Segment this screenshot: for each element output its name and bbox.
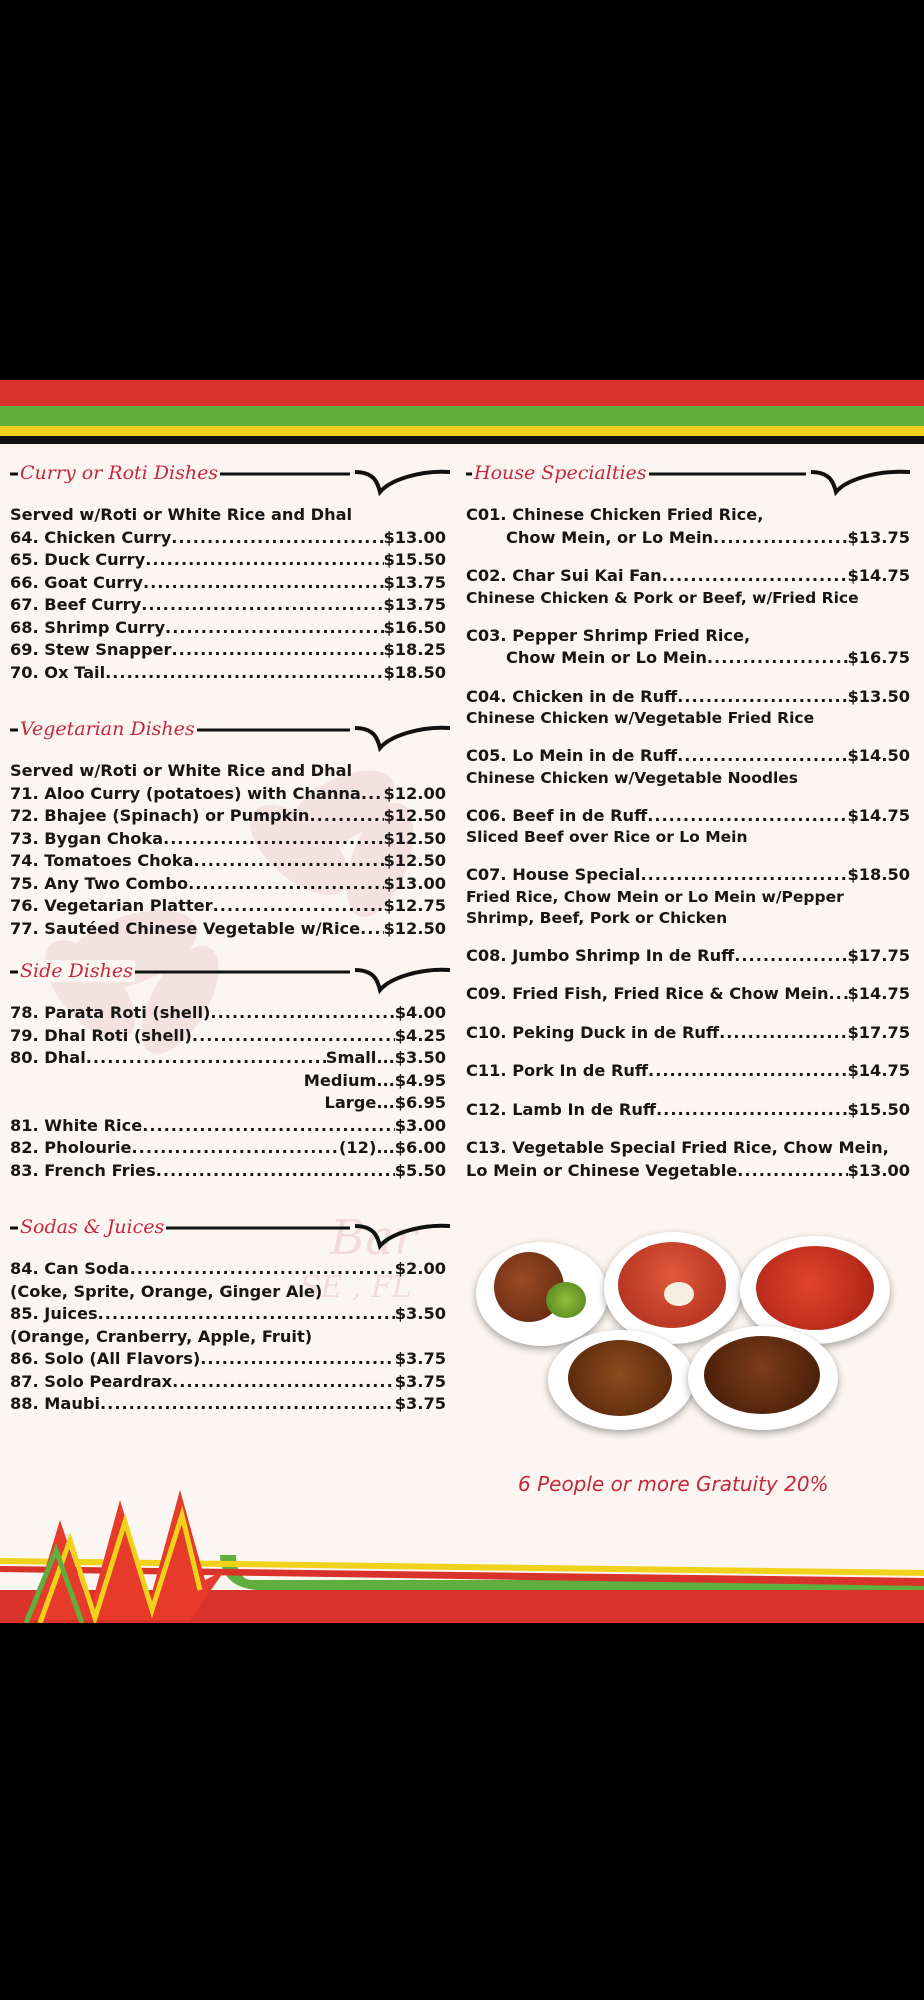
menu-item: C12. Lamb In de Ruff ..... $15.50	[466, 1099, 910, 1122]
item-price: $16.50	[383, 617, 446, 637]
item-price: $13.00	[383, 873, 446, 893]
menu-item	[10, 1348, 446, 1371]
house-item-c05	[466, 745, 910, 789]
menu-item	[10, 639, 446, 662]
dot-leader	[210, 1002, 394, 1025]
food-photo-collage	[472, 1230, 912, 1430]
dhal-large: Large...$6.95	[324, 1093, 446, 1112]
dot-leader	[165, 617, 383, 640]
section-title: Vegetarian Dishes	[20, 718, 195, 740]
item-price: $12.50	[383, 828, 446, 848]
item-description: Fried Rice, Chow Mein or Lo Mein w/Pepper	[466, 887, 844, 906]
menu-item: C07. House Special ..... $18.50	[466, 864, 910, 887]
item-name: 82. Pholourie	[10, 1138, 132, 1157]
left-column	[10, 462, 446, 1416]
item-note: (Coke, Sprite, Orange, Ginger Ale)	[10, 1281, 323, 1301]
house-item-c02	[466, 565, 910, 609]
dot-leader	[156, 1160, 395, 1183]
curry-list	[10, 527, 446, 685]
menu-item: 85. Juices ..... $3.50	[10, 1303, 446, 1326]
item-note: (Orange, Cranberry, Apple, Fruit)	[10, 1326, 313, 1346]
gratuity-note: 6 People or more Gratuity 20%	[518, 1472, 829, 1496]
item-name: 68. Shrimp Curry	[10, 617, 166, 637]
menu-item	[10, 662, 446, 685]
sides-list	[10, 1002, 446, 1070]
item-name: 72. Bhajee (Spinach) or Pumpkin	[10, 806, 310, 825]
item-price: $3.75	[394, 1394, 446, 1413]
dot-leader	[132, 1137, 339, 1160]
item-price: $12.00	[383, 783, 446, 803]
menu-item	[10, 1025, 446, 1048]
menu-item: Lo Mein or Chinese Vegetable ..... $13.00	[466, 1160, 910, 1183]
house-header	[466, 462, 910, 500]
menu-item: C09. Fried Fish, Fried Rice & Chow Mein ..... $14.75	[466, 983, 910, 1006]
item-name: 77. Sautéed Chinese Vegetable w/Rice	[10, 918, 361, 938]
menu-item	[10, 828, 446, 851]
menu-item	[10, 918, 446, 941]
item-price: $3.75	[394, 1371, 446, 1391]
item-price: $18.50	[383, 662, 446, 682]
house-item-c06	[466, 805, 910, 849]
dot-leader	[86, 1047, 326, 1070]
dot-leader	[163, 828, 383, 851]
item-name: 70. Ox Tail	[10, 662, 106, 682]
dot-leader	[200, 1348, 395, 1371]
dot-leader	[360, 918, 383, 941]
menu-item	[10, 549, 446, 572]
dot-leader	[145, 549, 383, 572]
menu-item	[10, 850, 446, 873]
house-item-c12	[466, 1099, 910, 1122]
item-name: 78. Parata Roti (shell)	[10, 1003, 211, 1022]
menu-item: C04. Chicken in de Ruff ..... $13.50	[466, 686, 910, 709]
house-item-c04	[466, 686, 910, 730]
item-price: $4.25	[394, 1025, 446, 1045]
item-name: C13. Vegetable Special Fried Rice, Chow Mein,	[466, 1138, 889, 1157]
menu-item	[10, 805, 446, 828]
menu-item	[10, 895, 446, 918]
item-name: 81. White Rice	[10, 1115, 143, 1135]
dot-leader	[192, 1025, 395, 1048]
vegetarian-header	[10, 718, 446, 756]
top-green-band	[0, 406, 924, 426]
section-title: House Specialties	[474, 462, 647, 484]
item-price: $13.75	[383, 595, 446, 614]
food-plate-image	[604, 1232, 742, 1344]
item-price: (12)...$6.00	[339, 1138, 446, 1157]
sodas-list	[10, 1348, 446, 1416]
item-name: 80. Dhal	[10, 1048, 86, 1067]
item-price: $15.50	[383, 550, 446, 569]
menu-item	[10, 1115, 446, 1138]
dot-leader	[143, 572, 384, 595]
menu-item: C06. Beef in de Ruff ..... $14.75	[466, 805, 910, 828]
menu-item	[10, 873, 446, 896]
item-name: 69. Stew Snapper	[10, 640, 172, 659]
sides-list-2	[10, 1115, 446, 1183]
item-price: $18.25	[383, 640, 446, 659]
item-description: Sliced Beef over Rice or Lo Mein	[466, 828, 748, 846]
item-price: $4.00	[394, 1003, 446, 1022]
dot-leader	[188, 873, 383, 896]
menu-item: 84. Can Soda ..... $2.00	[10, 1258, 446, 1281]
house-item-c01	[466, 504, 910, 549]
menu-item	[10, 594, 446, 617]
item-name: C03. Pepper Shrimp Fried Rice,	[466, 625, 751, 645]
menu-item	[10, 572, 446, 595]
menu-item	[10, 1047, 446, 1070]
menu-page	[0, 380, 924, 1623]
menu-item	[10, 1160, 446, 1183]
dot-leader	[193, 850, 383, 873]
menu-item	[10, 617, 446, 640]
vegetarian-subtitle: Served w/Roti or White Rice and Dhal	[10, 761, 353, 780]
menu-item: C08. Jumbo Shrimp In de Ruff ..... $17.75	[466, 945, 910, 968]
menu-item	[10, 527, 446, 550]
dhal-medium: Medium...$4.95	[303, 1070, 446, 1090]
sides-header	[10, 960, 446, 998]
menu-item	[10, 1137, 446, 1160]
house-item-c08	[466, 945, 910, 968]
item-name: 74. Tomatoes Choka	[10, 851, 194, 870]
menu-item: Chow Mein or Lo Mein ..... $16.75	[466, 647, 910, 670]
item-description: Chinese Chicken w/Vegetable Noodles	[466, 768, 799, 787]
item-price: $13.00	[383, 527, 446, 547]
item-name: 64. Chicken Curry	[10, 527, 172, 547]
item-price: $13.75	[383, 572, 446, 592]
menu-item: C11. Pork In de Ruff ..... $14.75	[466, 1060, 910, 1083]
curry-subtitle: Served w/Roti or White Rice and Dhal	[10, 505, 353, 524]
item-name: 75. Any Two Combo	[10, 873, 189, 893]
dot-leader	[100, 1393, 395, 1416]
section-title: Side Dishes	[20, 960, 133, 982]
sodas-header	[10, 1216, 446, 1254]
section-title: Sodas & Juices	[20, 1216, 165, 1238]
item-name: 67. Beef Curry	[10, 595, 142, 614]
food-plate-image	[688, 1326, 838, 1430]
menu-item	[10, 783, 446, 806]
item-price: $12.50	[383, 918, 446, 938]
item-name: 66. Goat Curry	[10, 572, 143, 592]
house-item-c07	[466, 864, 910, 929]
dot-leader	[172, 1371, 395, 1394]
food-plate-image	[548, 1330, 694, 1430]
top-yellow-band	[0, 426, 924, 436]
house-item-c10	[466, 1022, 910, 1045]
item-name: 73. Bygan Choka	[10, 828, 164, 848]
menu-item	[10, 1371, 446, 1394]
menu-item	[10, 1002, 446, 1025]
item-name: 76. Vegetarian Platter	[10, 896, 213, 915]
menu-item: Chow Mein, or Lo Mein ..... $13.75	[466, 527, 910, 550]
item-price: $12.75	[383, 896, 446, 915]
watermark-bar-text: Bar	[330, 1210, 417, 1266]
dot-leader	[309, 805, 383, 828]
item-name: 71. Aloo Curry (potatoes) with Channa	[10, 783, 361, 803]
item-price: $12.50	[383, 851, 446, 870]
dot-leader	[213, 895, 384, 918]
item-price: $5.50	[394, 1160, 446, 1180]
item-price: $3.00	[394, 1115, 446, 1135]
item-description: Shrimp, Beef, Pork or Chicken	[466, 908, 728, 927]
dot-leader	[141, 594, 383, 617]
item-price: $3.75	[394, 1349, 446, 1368]
item-name: 87. Solo Peardrax	[10, 1371, 173, 1391]
item-price: Small...$3.50	[325, 1048, 446, 1067]
item-name: C01. Chinese Chicken Fried Rice,	[466, 505, 764, 524]
section-title: Curry or Roti Dishes	[20, 462, 219, 484]
item-name: 65. Duck Curry	[10, 550, 146, 569]
item-name: 79. Dhal Roti (shell)	[10, 1025, 192, 1045]
item-price: $12.50	[383, 806, 446, 825]
house-item-c09	[466, 983, 910, 1006]
menu-item: C05. Lo Mein in de Ruff ..... $14.50	[466, 745, 910, 768]
item-description: Chinese Chicken & Pork or Beef, w/Fried Rice	[466, 588, 859, 607]
top-red-band	[0, 380, 924, 406]
dot-leader	[361, 783, 384, 806]
dot-leader	[172, 639, 384, 662]
dot-leader	[171, 527, 383, 550]
house-item-c03	[466, 625, 910, 670]
menu-item: C10. Peking Duck in de Ruff ..... $17.75	[466, 1022, 910, 1045]
item-name: 83. French Fries	[10, 1160, 156, 1180]
food-plate-image	[476, 1242, 608, 1346]
item-name: 86. Solo (All Flavors)	[10, 1349, 201, 1368]
bottom-swoosh-icon	[0, 1460, 924, 1623]
house-item-c11	[466, 1060, 910, 1083]
watermark-location-text: SE , FL	[300, 1270, 412, 1305]
dot-leader	[105, 662, 383, 685]
menu-item: C02. Char Sui Kai Fan ..... $14.75	[466, 565, 910, 588]
menu-item	[10, 1393, 446, 1416]
curry-header	[10, 462, 446, 500]
vegetarian-list	[10, 783, 446, 941]
right-column	[466, 462, 910, 1198]
top-black-band	[0, 436, 924, 444]
item-description: Chinese Chicken w/Vegetable Fried Rice	[466, 709, 815, 727]
item-name: 88. Maubi	[10, 1394, 101, 1413]
house-item-c13	[466, 1137, 910, 1182]
dot-leader	[142, 1115, 395, 1138]
